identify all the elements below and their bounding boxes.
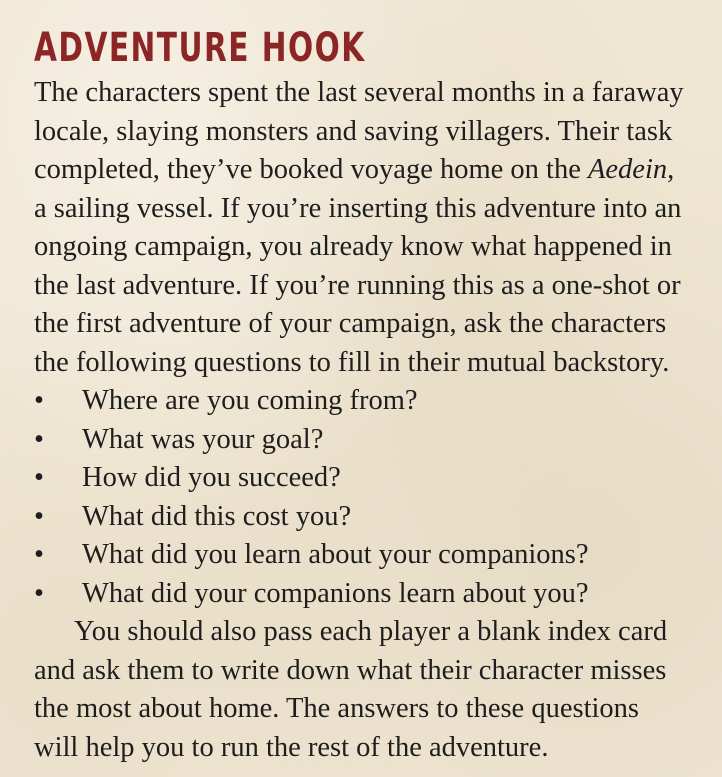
text-run: , — [667, 154, 675, 185]
outro-line: You should also pass each player a blank index card — [74, 616, 668, 647]
list-item-text: How did you succeed? — [82, 462, 341, 493]
intro-line — [34, 190, 716, 229]
outro-paragraph — [34, 613, 716, 767]
list-item — [34, 536, 716, 575]
text-run: The characters spent the last several months in a faraway — [34, 77, 684, 108]
list-item — [34, 575, 716, 614]
page — [34, 22, 716, 767]
list-item-text: What did your companions learn about you? — [82, 577, 589, 609]
list-item — [34, 459, 716, 498]
list-item-text: What was your goal? — [82, 423, 324, 455]
bullet-icon: • — [34, 385, 44, 416]
body-text — [34, 74, 716, 767]
text-run: ongoing campaign, you already know what happened in — [34, 231, 672, 262]
section-heading: ADVENTURE HOOK — [34, 25, 366, 71]
bullet-icon: • — [34, 539, 44, 570]
text-run: completed, they’ve booked voyage home on the — [34, 154, 588, 185]
outro-line: will help you to run the rest of the adventure. — [34, 731, 549, 763]
intro-line — [34, 113, 716, 152]
text-run: the last adventure. If you’re running this as a one-shot or — [34, 269, 681, 301]
outro-line: and ask them to write down what their character misses — [34, 654, 667, 686]
ship-name: Aedein — [588, 154, 668, 185]
intro-line — [34, 228, 716, 267]
text-run: the first adventure of your campaign, ask the characters — [34, 308, 667, 339]
list-item — [34, 498, 716, 537]
bullet-icon: • — [34, 500, 44, 532]
intro-line — [34, 305, 716, 344]
list-item-text: What did you learn about your companions? — [82, 539, 589, 570]
text-run: a sailing vessel. If you’re inserting this adventure into an — [34, 192, 682, 224]
intro-paragraph — [34, 74, 716, 382]
intro-line — [34, 151, 716, 190]
list-item-text: What did this cost you? — [82, 500, 352, 532]
intro-line — [34, 267, 716, 306]
outro-line: the most about home. The answers to these questions — [34, 693, 639, 724]
text-run: locale, slaying monsters and saving villagers. Their task — [34, 115, 673, 147]
intro-line — [34, 74, 716, 113]
text-run: the following questions to fill in their mutual backstory. — [34, 346, 670, 378]
bullet-icon: • — [34, 423, 44, 455]
question-list — [34, 382, 716, 613]
intro-line — [34, 344, 716, 383]
list-item — [34, 421, 716, 460]
bullet-icon: • — [34, 577, 44, 609]
list-item-text: Where are you coming from? — [82, 385, 418, 416]
list-item — [34, 382, 716, 421]
bullet-icon: • — [34, 462, 44, 493]
